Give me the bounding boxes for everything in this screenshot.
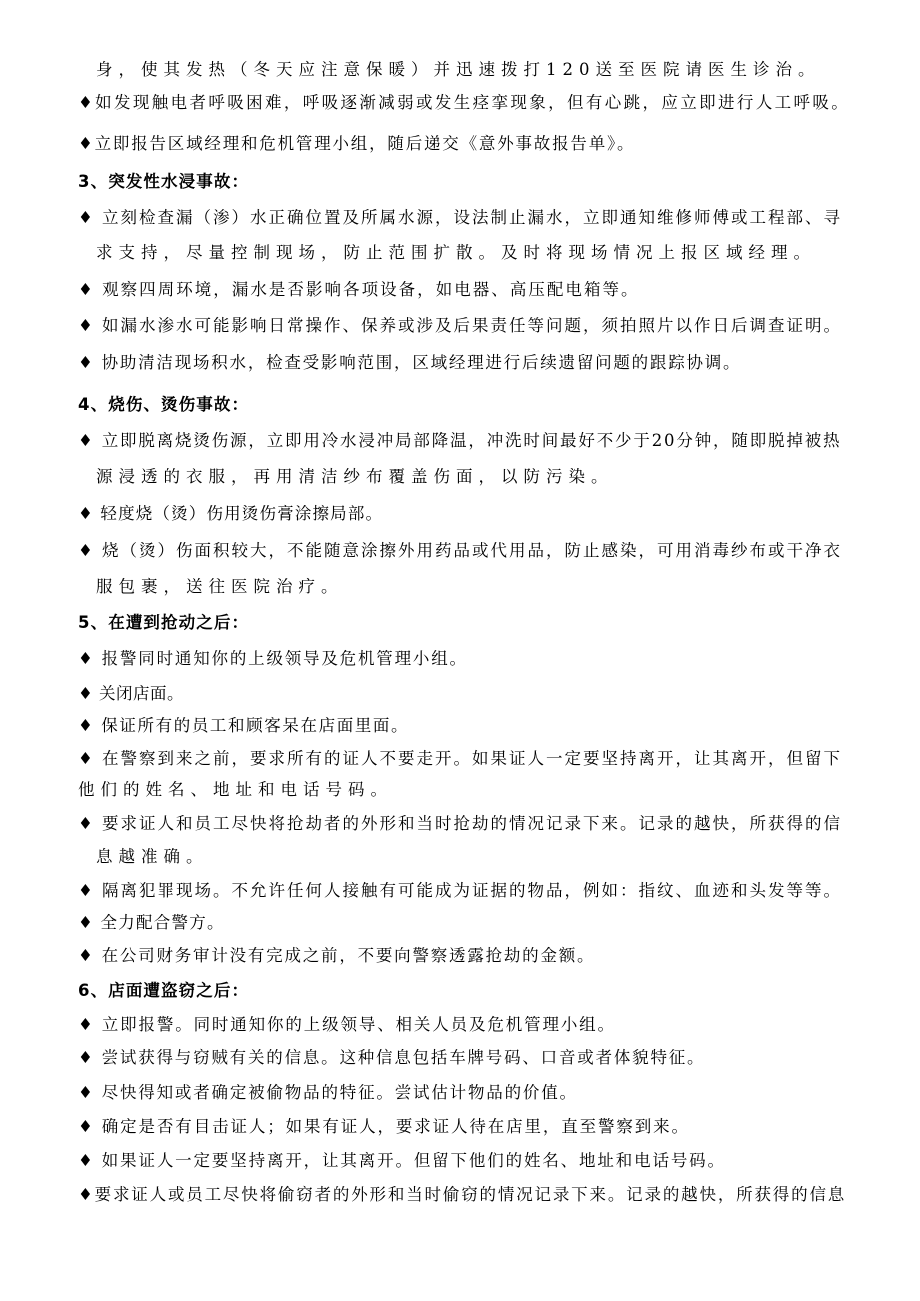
section-heading: 5、在遭到抢动之后： [78,613,250,632]
text-line: ♦ 观察四周环境，漏水是否影响各项设备，如电器、高压配电箱等。 [78,280,640,299]
text-line: ♦ 立刻检查漏（渗）水正确位置及所属水源，设法制止漏水，立即通知维修师傅或工程部、寻 [78,208,843,227]
text-line: ♦ 在警察到来之前，要求所有的证人不要走开。如果证人一定要坚持离开，让其离开，但留下 [78,749,843,768]
text-line: 息越准确。 [96,847,209,866]
text-line: 他们的姓名、地址和电话号码。 [78,780,393,799]
text-line: ♦ 尝试获得与窃贼有关的信息。这种信息包括车牌号码、口音或者体貌特征。 [78,1048,706,1067]
text-line: 求支持，尽量控制现场，防止范围扩散。及时将现场情况上报区域经理。 [96,243,816,262]
text-line: ♦ 保证所有的员工和顾客呆在店面里面。 [78,716,410,735]
text-line: ♦ 在公司财务审计没有完成之前，不要向警察透露抢劫的金额。 [78,946,596,965]
section-heading: 6、店面遭盗窃之后： [78,981,250,1000]
text-line: ♦ 如漏水渗水可能影响日常操作、保养或涉及后果责任等问题，须拍照片以作日后调查证明。 [78,316,843,335]
text-line: ♦ 协助清洁现场积水，检查受影响范围，区域经理进行后续遗留问题的跟踪协调。 [78,353,742,372]
text-line: 服包裹，送往医院治疗。 [96,577,344,596]
text-line: ♦ 报警同时通知你的上级领导及危机管理小组。 [78,649,468,668]
text-line: ♦ 立即报警。同时通知你的上级领导、相关人员及危机管理小组。 [78,1015,616,1034]
text-line: ♦ 轻度烧（烫）伤用烫伤膏涂擦局部。 [78,504,384,523]
text-line: ♦ 关闭店面。 [78,684,185,703]
text-line: ♦ 确定是否有目击证人；如果有证人，要求证人待在店里，直至警察到来。 [78,1117,690,1136]
text-line: ♦ 烧（烫）伤面积较大，不能随意涂擦外用药品或代用品，防止感染，可用消毒纱布或干净衣 [78,541,843,560]
text-line: ♦ 全力配合警方。 [78,913,225,932]
section-heading: 4、烧伤、烫伤事故： [78,395,250,414]
text-line: 身，使其发热（冬天应注意保暖）并迅速拨打120送至医院请医生诊治。 [96,60,821,79]
text-line: 源浸透的衣服，再用清洁纱布覆盖伤面，以防污染。 [96,467,614,486]
text-line: ♦要求证人或员工尽快将偷窃者的外形和当时偷窃的情况记录下来。记录的越快，所获得的信息 [78,1185,847,1204]
text-line: ♦如发现触电者呼吸困难，呼吸逐渐减弱或发生痉挛现象，但有心跳，应立即进行人工呼吸。 [78,93,851,112]
text-line: ♦ 要求证人和员工尽快将抢劫者的外形和当时抢劫的情况记录下来。记录的越快，所获得的信 [78,814,843,833]
section-heading: 3、突发性水浸事故： [78,172,250,191]
text-line: ♦ 如果证人一定要坚持离开，让其离开。但留下他们的姓名、地址和电话号码。 [78,1151,726,1170]
text-line: ♦立即报告区域经理和危机管理小组，随后递交《意外事故报告单》。 [78,134,636,153]
text-line: ♦ 尽快得知或者确定被偷物品的特征。尝试估计物品的价值。 [78,1083,578,1102]
text-line: ♦ 隔离犯罪现场。不允许任何人接触有可能成为证据的物品，例如：指纹、血迹和头发等等。 [78,881,843,900]
text-line: ♦ 立即脱离烧烫伤源，立即用冷水浸冲局部降温，冲洗时间最好不少于20分钟，随即脱掉被热 [78,431,842,450]
